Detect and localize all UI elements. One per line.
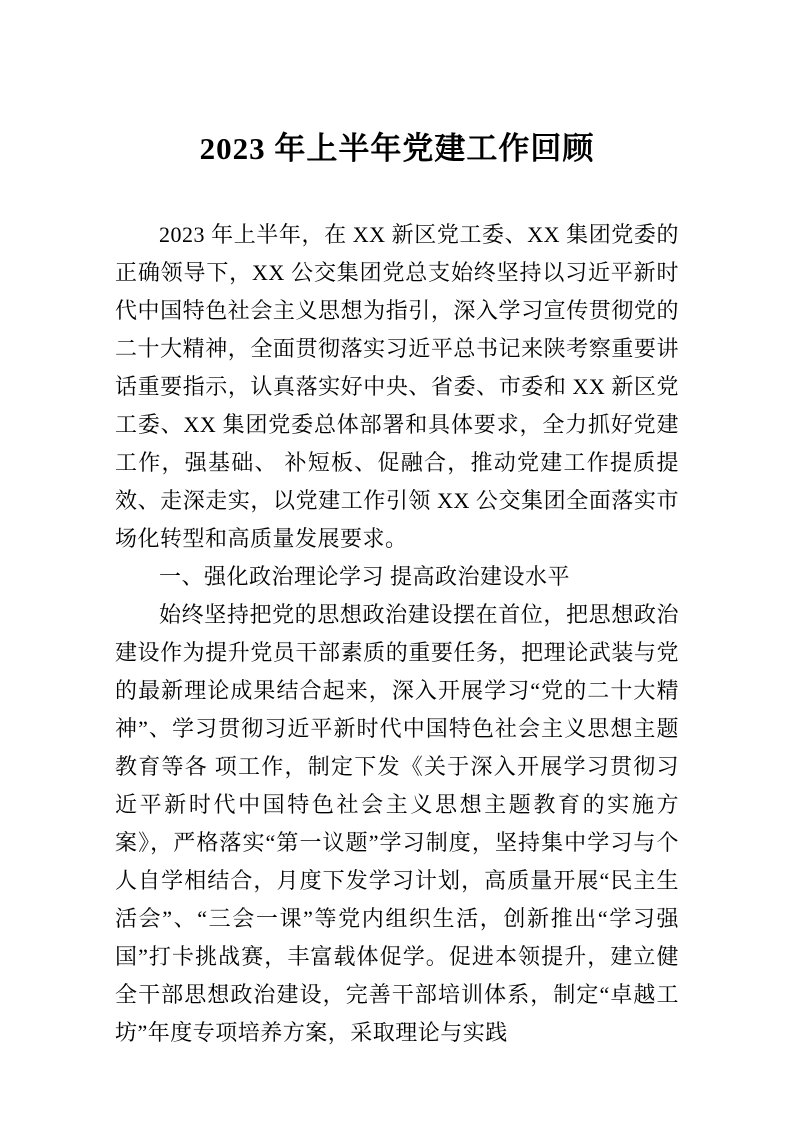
document-title: 2023 年上半年党建工作回顾 bbox=[199, 131, 595, 166]
paragraph-intro: 2023 年上半年，在 XX 新区党工委、XX 集团党委的正确领导下，XX 公交集团党总支始终坚持以习近平新时代中国特色社会主义思想为指引，深入学习宣传贯彻党的二十大精神，全面贯彻落实习近平总书记来陕考察重要讲话重要指示，认真落实好中央、省委、市委和 XX 新区党工委、XX 集团党委总体部署和具体要求，全力抓好党建工作，强基础、 补短板、促融合，推动党建工作提质提效、走深走实，以党建工作引领 XX 公交集团全面落实市场化转型和高质量发展要求。 bbox=[115, 222, 679, 551]
paragraph-section-1: 始终坚持把党的思想政治建设摆在首位，把思想政治建设作为提升党员干部素质的重要任务，把理论武装与党的最新理论成果结合起来，深入开展学习“党的二十大精神”、学习贯彻习近平新时代中国特色社会主义思想主题教育等各 项工作，制定下发《关于深入开展学习贯彻习近平新时代中国特色社会主义思想主题教育的实施方案》，严格落实“第一议题”学习制度，坚持集中学习与个人自学相结合，月度下发学习计划，高质量开展“民主生活会”、“三会一课”等党内组织生活，创新推出“学习强国”打卡挑战赛，丰富载体促学。促进本领提升，建立健全干部思想政治建设，完善干部培训体系，制定“卓越工坊”年度专项培养方案，采取理论与实践 bbox=[115, 602, 679, 1045]
section-heading-1: 一、强化政治理论学习 提高政治建设水平 bbox=[159, 564, 571, 589]
